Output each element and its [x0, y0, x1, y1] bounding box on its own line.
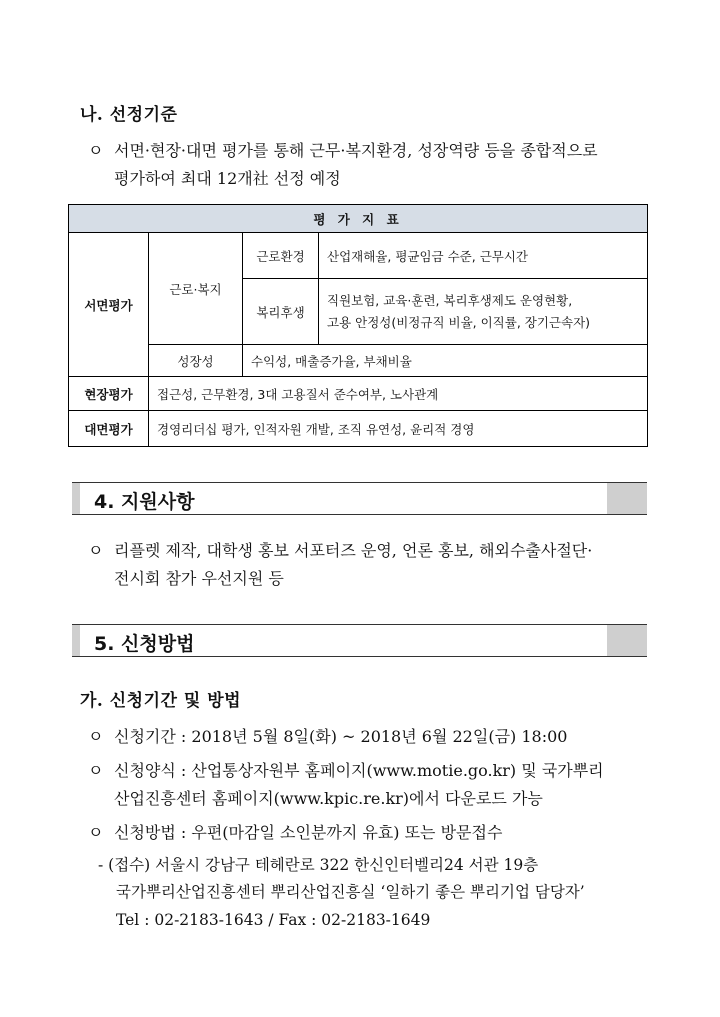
bullet-mark: ㅇ: [88, 823, 104, 842]
section5-title: 5. 신청방법: [94, 633, 195, 655]
interview-eval-label: 대면평가: [69, 411, 149, 447]
support-bullet: [88, 536, 678, 566]
bullet-mark: ㅇ: [88, 761, 104, 780]
selection-bullet: [88, 136, 668, 166]
welfare-content-line2: 고용 안정성(비정규직 비율, 이직률, 장기근속자): [327, 314, 591, 330]
support-bullet-line1: 리플렛 제작, 대학생 홍보 서포터즈 운영, 언론 홍보, 해외수출사절단·: [114, 541, 593, 560]
welfare-content-line1: 직원보험, 교육·훈련, 복리후생제도 운영현황,: [327, 292, 573, 308]
period-bullet: [88, 722, 678, 752]
form-line1: 신청양식 : 산업통상자원부 홈페이지(www.motie.go.kr) 및 국가뿌리: [114, 761, 604, 780]
form-bullet: [88, 756, 678, 786]
section5-bar: [72, 624, 647, 657]
selection-bullet-line1: 서면·현장·대면 평가를 통해 근무·복지환경, 성장역량 등을 종합적으로: [114, 141, 598, 160]
work-env-content: 산업재해율, 평균임금 수준, 근무시간: [319, 233, 648, 279]
section-bar-right-accent: [607, 483, 647, 514]
site-eval-content: 접근성, 근무환경, 3대 고용질서 준수여부, 노사관계: [149, 377, 648, 411]
bullet-mark: ㅇ: [88, 541, 104, 560]
section-bar-right-accent: [607, 625, 647, 656]
application-sub-heading: 가. 신청기간 및 방법: [80, 691, 242, 711]
period-text: 신청기간 : 2018년 5월 8일(화) ~ 2018년 6월 22일(금) 18:00: [114, 727, 568, 746]
method-text: 신청방법 : 우편(마감일 소인분까지 유효) 또는 방문접수: [114, 823, 503, 842]
form-line2: 산업진흥센터 홈페이지(www.kpic.re.kr)에서 다운로드 가능: [114, 789, 543, 808]
method-bullet: [88, 818, 678, 848]
interview-eval-content: 경영리더십 평가, 인적자원 개발, 조직 유연성, 윤리적 경영: [149, 411, 648, 447]
section4-title: 4. 지원사항: [94, 491, 195, 513]
site-eval-label: 현장평가: [69, 377, 149, 411]
growth-content: 수익성, 매출증가율, 부채비율: [243, 345, 648, 377]
welfare-content: [319, 279, 648, 345]
contact-line: Tel : 02-2183-1643 / Fax : 02-2183-1649: [116, 911, 431, 929]
bullet-mark: ㅇ: [88, 727, 104, 746]
table-header: 평 가 지 표: [69, 205, 648, 233]
address-line2: 국가뿌리산업진흥센터 뿌리산업진흥실 ‘일하기 좋은 뿌리기업 담당자’: [116, 883, 585, 901]
selection-criteria-heading: 나. 선정기준: [80, 105, 178, 125]
selection-bullet-line2: 평가하여 최대 12개社 선정 예정: [114, 169, 341, 188]
welfare-label: 복리후생: [243, 279, 319, 345]
address-line1: - (접수) 서울시 강남구 테헤란로 322 한신인터벨리24 서관 19층: [98, 856, 539, 874]
section4-bar: [72, 482, 647, 515]
growth-label: 성장성: [149, 345, 243, 377]
work-env-label: 근로환경: [243, 233, 319, 279]
support-bullet-line2: 전시회 참가 우선지원 등: [114, 569, 284, 588]
bullet-mark: ㅇ: [88, 141, 104, 160]
work-welfare-label: 근로·복지: [149, 233, 243, 345]
section-bar-left-accent: [72, 483, 80, 514]
evaluation-table: [68, 204, 648, 447]
section-bar-left-accent: [72, 625, 80, 656]
written-eval-label: 서면평가: [69, 233, 149, 377]
